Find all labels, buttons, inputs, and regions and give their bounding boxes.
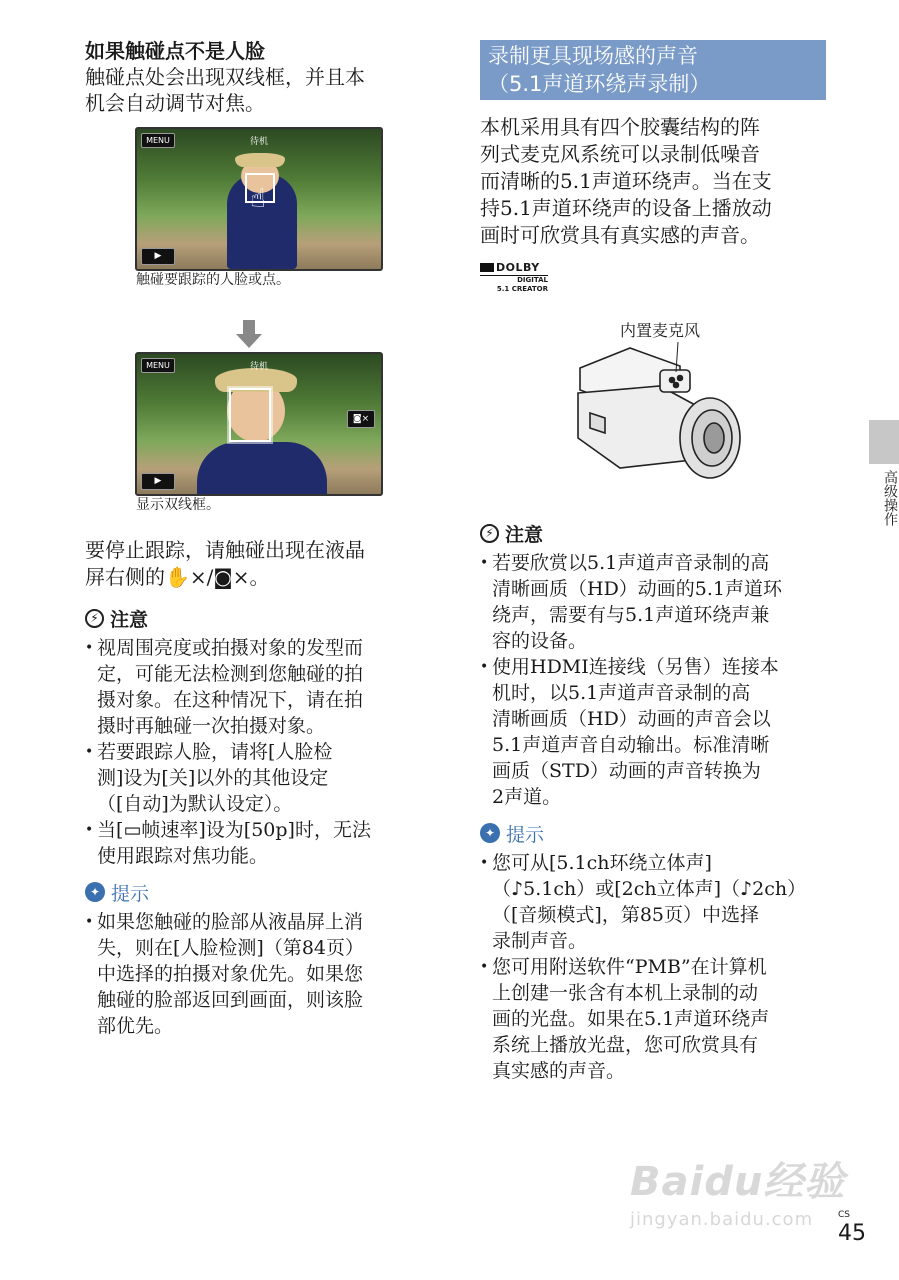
lcd-screen-tracking [135,352,383,496]
list-item: • 若要欣赏以5.1声道声音录制的高 清晰画质（HD）动画的5.1声道环 绕声，需要有与5.1声道环绕声兼 容的设备。 [480,550,830,654]
lightbulb-icon: ✦ [480,823,500,843]
intro-line-1: 触碰点处会出现双线框，并且本 [85,65,365,89]
notice-heading-right [480,520,830,546]
double-frame [229,388,271,442]
caption-touch: 触碰要跟踪的人脸或点。 [136,272,290,288]
intro-line: 列式麦克风系统可以录制低噪音 [480,142,760,166]
play-button[interactable]: ▶ [141,473,175,490]
tip-title: 提示 [111,882,150,905]
notice-list-right [480,550,830,810]
child-hat [235,153,285,167]
intro-line: 而清晰的5.1声道环绕声。当在支 [480,169,772,193]
tip-heading-left [85,879,435,905]
list-item: • 若要跟踪人脸，请将[人脸检 测]设为[关]以外的其他设定 （[自动]为默认设定）。 [85,739,435,817]
child-figure [197,442,327,496]
right-lower [480,520,830,1084]
lightbulb-icon: ✦ [85,882,105,902]
caution-icon: ⚡ [85,609,104,628]
tip-list-left [85,909,435,1039]
list-item: • 如果您触碰的脸部从液晶屏上消 失，则在[人脸检测]（第84页） 中选择的拍摄对象优先。如果您 触碰的脸部返回到画面，则该脸 部优先。 [85,909,435,1039]
touch-hand-icon: ☝ [250,184,266,214]
notice-title: 注意 [110,608,149,631]
banner-line-2: （5.1声道环绕声录制） [488,72,711,96]
menu-button[interactable]: MENU [141,358,175,373]
page-language-code: CS [838,1210,850,1220]
right-column [480,40,830,293]
list-item: • 您可从[5.1ch环绕立体声] （♪5.1ch）或[2ch立体声]（♪2ch） （[音频模式]，第85页）中选择 录制声音。 [480,850,830,954]
list-item: • 当[▭帧速率]设为[50p]时，无法 使用跟踪对焦功能。 [85,817,435,869]
baidu-watermark [630,1150,860,1245]
tip-title: 提示 [506,823,545,846]
intro-line: 画时可欣赏具有真实感的声音。 [480,223,760,247]
tip-list-right [480,850,830,1084]
intro-paragraph-right [480,114,830,249]
status-text: 待机 [249,137,268,147]
camcorder-illustration [560,318,760,498]
menu-button[interactable]: MENU [141,133,175,148]
intro-line: 持5.1声道环绕声的设备上播放动 [480,196,772,220]
side-tab-label: 高级操作 [882,470,898,526]
status-text: 待机 [249,362,268,372]
watermark-url: jingyan.baidu.com [630,1209,814,1230]
camcorder-icon [560,318,760,498]
left-lower [85,537,435,1039]
notice-heading-left [85,605,435,631]
caption-double-frame: 显示双线框。 [136,497,220,513]
page-number: 45 [838,1221,866,1246]
list-item: • 视周围亮度或拍摄对象的发型而 定，可能无法检测到您触碰的拍 摄对象。在这种情况下，请在拍 摄时再触碰一次拍摄对象。 [85,635,435,739]
dolby-digital-logo: DOLBY DIGITAL 5.1 CREATOR [480,261,548,293]
list-item: • 您可用附送软件“PMB”在计算机 上创建一张含有本机上录制的动 画的光盘。如果在5.1声道环绕声 系统上播放光盘，您可欣赏具有 真实感的声音。 [480,954,830,1084]
tip-heading-right [480,820,830,846]
caution-icon: ⚡ [480,524,499,543]
banner-line-1: 录制更具现场感的声音 [488,44,698,68]
notice-title: 注意 [505,523,544,546]
dolby-dd-icon [480,263,494,272]
stop-tracking-line-1: 要停止跟踪，请触碰出现在液晶 [85,538,365,562]
intro-line: 本机采用具有四个胶囊结构的阵 [480,115,760,139]
stop-tracking-line-2: 屏右侧的✋×/◙×。 [85,565,270,589]
play-button[interactable]: ▶ [141,248,175,265]
stop-tracking-button[interactable]: ◙× [347,410,375,428]
left-column [85,38,435,116]
lcd-screen-touch [135,127,383,271]
notice-list-left [85,635,435,869]
list-item: • 使用HDMI连接线（另售）连接本 机时，以5.1声道声音录制的高 清晰画质（HD）动画的声音会以 5.1声道声音自动输出。标准清晰 画质（STD）动画的声音转换为 2声道。 [480,654,830,810]
intro-line-2: 机会自动调节对焦。 [85,91,265,115]
built-in-mic-label: 内置麦克风 [620,321,701,340]
section-banner-51ch [480,40,826,100]
section-heading-touch-not-face: 如果触碰点不是人脸 [85,39,265,63]
side-tab-marker [869,420,899,464]
watermark-brand: Baidu经验 [630,1159,846,1205]
